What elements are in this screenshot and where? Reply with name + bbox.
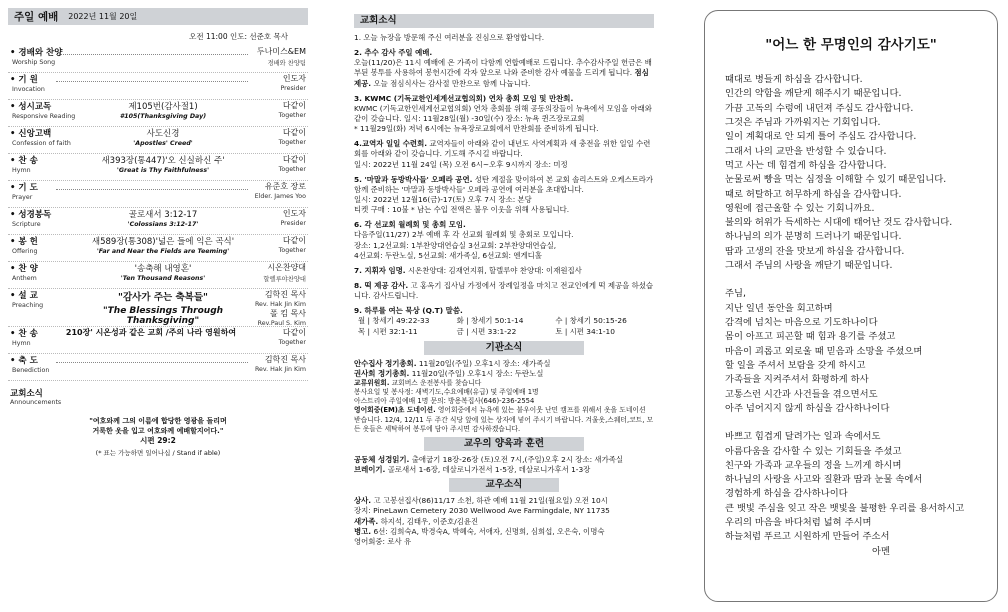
preacher-2-en: Rev.Paul S. Kim xyxy=(257,320,306,327)
qt-entry: 금 | 시편 33:1-22 xyxy=(456,326,517,336)
order-right xyxy=(263,262,306,283)
order-label: • 성경봉독 xyxy=(10,208,51,220)
order-label-en: Anthem xyxy=(12,275,37,282)
order-right-en: Presider xyxy=(280,220,306,227)
order-item xyxy=(8,235,308,262)
order-label: • 경배와 찬양 xyxy=(10,46,62,58)
care-text: 출애굽기 18장-26장 (토)오전 7시,(주일)오후 2시 장소: 새가족실 xyxy=(409,454,623,464)
prayer-line: 큰 뱃빛 주심을 잊고 작은 뱃빛을 불평한 우리를 용서하시고 xyxy=(725,502,965,514)
prayer-stanza-3 xyxy=(725,430,997,545)
order-center: 210장' 시온성과 같은 교회 /주의 나라 영원하여 xyxy=(65,328,237,337)
member-text: 영어회중: 로사 유 xyxy=(354,536,412,546)
order-label: • 축 도 xyxy=(10,354,38,366)
prayer-body xyxy=(705,73,997,559)
news-text: 오늘 점심식사는 감사절 만찬으로 함께 나눕니다. xyxy=(371,78,531,88)
news-text: 성탄 계절을 맞이하여 본 교회 솔리스트와 오케스트라가 함께 준비하는 '마말과 동방박사들' 오페라 공연에 여러분을 초대합니다. xyxy=(354,174,654,194)
order-label-en: Invocation xyxy=(12,86,45,93)
news-text: 교역자들이 아래와 같이 내년도 사역계획과 새 충전을 위한 일일 수련회를 아래와 같이 갖습니다. 기도해 주시길 바랍니다. xyxy=(354,139,651,159)
prayer-line: 우리의 마음을 바다처럼 넓혀 주시며 xyxy=(725,517,872,529)
order-right xyxy=(255,354,306,373)
order-label-en: Preaching xyxy=(12,302,44,309)
news-item-2 xyxy=(354,48,654,89)
order-right-ko: 인도자 xyxy=(282,74,306,83)
order-right xyxy=(255,181,306,200)
news-text: 고 홍옥기 집사님 가정에서 장례일정을 마치고 전교인에게 떡 제공을 하셨습니다. 감사드립니다. xyxy=(354,280,654,301)
prayer-amen: 아멘 xyxy=(872,545,890,557)
news-text: 시온찬양대: 김재연지휘, 할렐루야 찬양대: 이재원집사 xyxy=(405,265,582,275)
news-text: 장소: 1,2선교회: 1부찬양대연습실 3선교회: 2부찬양대연습실, xyxy=(354,240,557,250)
worship-date: 2022년 11월 20일 xyxy=(68,12,138,21)
order-item xyxy=(8,100,308,127)
order-label-en: Hymn xyxy=(12,167,31,174)
news-heading: 5. '마말과 동방박사들' 오페라 공연. xyxy=(354,174,473,184)
preacher-1-en: Rev. Hak Jin Kim xyxy=(254,301,306,308)
order-label-en: Benediction xyxy=(12,367,50,374)
prayer-line: 때대로 병들게 하심을 감사합니다. xyxy=(725,74,863,85)
prayer-title: "어느 한 무명인의 감사기도" xyxy=(765,37,937,53)
order-center-en: #105(Thanksgiving Day) xyxy=(119,113,207,120)
inst-text: 교회버스 운전봉사를 찾습니다 xyxy=(389,378,482,387)
order-right-en: 할렐루야찬양대 xyxy=(263,276,306,283)
news-heading: 4.교역자 일일 수련회. xyxy=(354,139,428,149)
inst-text: 영어회중에서 뉴욕에 있는 불우이웃 난민 캠프를 위해서 옷을 도네이션 받습니다. 12/4, 12/11 두 주간 식당 앞에 있는 상자에 넣어 주시기 바랍니다. 겨울옷,스웨터,코트, 모든 옷들은 세탁하여 봉투에 담아 주시면 감사하겠습니다. xyxy=(354,406,654,433)
prayer-line: 그래서 나의 교만을 반성할 수 있습니다. xyxy=(725,145,887,157)
order-label: • 설 교 xyxy=(10,289,38,301)
inst-item-1 xyxy=(354,359,654,369)
order-right xyxy=(257,46,306,67)
care-heading: 브레이기. xyxy=(354,465,386,475)
news-heading: 3. KWMC (기독교한인세계선교협의회) 연차 총회 모임 및 만찬회. xyxy=(354,93,574,103)
order-label: • 신앙고백 xyxy=(10,127,51,139)
member-heading: 병고. xyxy=(354,526,372,536)
prayer-line: 몸이 아프고 피곤할 때 힘과 용기를 주셨고 xyxy=(725,331,896,343)
order-item xyxy=(8,154,308,181)
order-center xyxy=(78,262,248,282)
service-info: 오전 11:00 인도: 선준호 목사 xyxy=(189,32,288,41)
verse-reference: 시편 29:2 xyxy=(140,436,176,446)
news-heading: 6. 각 선교회 월례회 및 총회 모임. xyxy=(354,220,466,230)
prayer-line: 친구와 가족과 교우들의 정을 느끼게 하시며 xyxy=(725,459,902,471)
order-center xyxy=(78,208,248,228)
order-center-ko: 새393장(통447)'오 신실하신 주' xyxy=(101,156,225,166)
news-column xyxy=(354,14,654,604)
order-center-en: 'Great is Thy Faithfulness' xyxy=(116,167,210,174)
member-item-1 xyxy=(354,496,654,506)
preacher-1: 김학진 목사 xyxy=(264,290,306,299)
worship-title: 주일 예배 xyxy=(14,11,59,23)
qt-entry: 토 | 시편 34:1-10 xyxy=(555,326,615,336)
order-label-en: Confession of faith xyxy=(12,140,71,147)
order-item xyxy=(8,262,308,289)
order-item-benediction xyxy=(8,354,308,381)
order-center-en: 'Far and Near the Fields are Teeming' xyxy=(96,248,230,255)
order-right-en: Together xyxy=(278,112,306,119)
order-center xyxy=(78,154,248,174)
news-bold: 점심제공. xyxy=(354,68,649,88)
order-item xyxy=(8,127,308,154)
order-right xyxy=(279,100,306,119)
verse-line-2: 거룩한 옷을 입고 여호와께 예배할지어다." xyxy=(92,427,224,436)
prayer-line: 경험하게 하심을 감사하나이다 xyxy=(725,488,848,500)
order-item-sermon xyxy=(8,289,308,327)
dotted-leader xyxy=(56,189,248,190)
prayer-line: 주님, xyxy=(725,288,746,300)
care-item-1 xyxy=(354,455,654,465)
news-text: 1. 오늘 뉴장을 방문해 주신 여러분을 진심으로 환영합니다. xyxy=(354,33,545,42)
order-label-en: Hymn xyxy=(12,340,31,347)
sermon-title xyxy=(78,289,248,326)
prayer-line: 마음이 괴롭고 외로울 때 믿음과 소망을 주셨으며 xyxy=(725,345,923,357)
prayer-line: 지난 일년 동안을 회고하며 xyxy=(725,302,833,314)
inst-text: 아스트리아 주일예배 1명 문의: 방용복집사(646)-236-2554 xyxy=(354,397,535,406)
prayer-line: 그것은 주님과 가까워지는 기회입니다. xyxy=(725,116,881,128)
inst-item-3 xyxy=(354,379,654,434)
inst-text: 봉사요일 및 봉사정: 새벽기도,수요예배(유급) 및 주일예배 1명 xyxy=(354,388,539,397)
inst-heading: 안수집사 정기총회. xyxy=(354,358,417,368)
order-right-en: Rev. Hak Jin Kim xyxy=(254,366,306,373)
order-right-en: Together xyxy=(278,339,306,346)
news-heading: 7. 지휘자 임명. xyxy=(354,265,406,275)
news-item-4 xyxy=(354,139,654,169)
order-right xyxy=(279,327,306,346)
order-item xyxy=(8,73,308,100)
order-right-en: Presider xyxy=(280,85,306,92)
prayer-line: 고통스런 시간과 사건들을 겪으면서도 xyxy=(725,388,878,400)
members-section-title: 교우소식 xyxy=(449,478,559,492)
news-item-9 xyxy=(354,306,654,336)
prayer-line: 눈물로써 빵을 먹는 심정을 이해할 수 있기 때문입니다. xyxy=(725,174,947,186)
order-right-ko: 다같이 xyxy=(282,128,306,137)
order-label-en: Responsive Reading xyxy=(12,113,76,120)
order-right-ko: 시온찬양대 xyxy=(267,263,306,272)
news-date: 일시: 2022년 11월 24일 (목) 오전 6시~오후 9시까지 장소: 미정 xyxy=(354,159,568,169)
member-text: 고 고봉선집사(86)11/17 소천, 하관 예배 11월 21일(월요일) 오전 10시 xyxy=(371,496,608,506)
member-heading: 새가족. xyxy=(354,516,379,526)
order-label: • 기 원 xyxy=(10,73,38,85)
news-text: 4선교회: 두란노실, 5선교회: 새가족실, 6선교회: 엔게디홀 xyxy=(354,250,542,260)
prayer-line: 아주 넘어지지 않게 하심을 감사하나이다 xyxy=(725,402,890,414)
care-section-title: 교우의 양육과 훈련 xyxy=(424,437,584,451)
order-label-en: Worship Song xyxy=(12,59,56,66)
announcements-item xyxy=(8,387,308,406)
order-right-en: Together xyxy=(278,247,306,254)
dotted-leader xyxy=(56,81,248,82)
qt-entry: 수 | 창세기 50:15-26 xyxy=(555,316,627,326)
news-note: * 11월29일(화) 저녁 6시에는 뉴욕장로교회에서 만찬회를 준비하게 됩니다. xyxy=(354,124,599,134)
news-item-7 xyxy=(354,266,654,276)
care-text: 골로새서 1-6장, 데살로니가전서 1-5장, 데살로니가후서 1-3장 xyxy=(385,465,591,475)
qt-entry: 목 | 시편 32:1-11 xyxy=(358,326,418,336)
prayer-line: 하나님의 의가 분명히 드러나기 때문입니다. xyxy=(725,231,902,243)
order-right-ko: 인도자 xyxy=(282,209,306,218)
prayer-line: 가끔 고독의 수렁에 내던져 주심도 감사합니다. xyxy=(725,102,914,114)
member-text: 장지: PineLawn Cemetery 2030 Wellwood Ave Farmingdale, NY 11735 xyxy=(354,506,610,516)
prayer-line: 하나님의 사랑을 사고와 질환과 땀과 눈물 속에서 xyxy=(725,474,923,486)
preacher-2: 폴 킴 목사 xyxy=(270,309,306,318)
member-text: 하지석, 김태우, 이준호/김윤진 xyxy=(378,516,479,526)
inst-heading: 영어회중(EM)초 도네이션. xyxy=(354,406,436,415)
order-label: • 찬 양 xyxy=(10,262,38,274)
order-right-en: 경배와 찬양팀 xyxy=(267,60,306,67)
prayer-box xyxy=(704,10,998,602)
news-item-6 xyxy=(354,220,654,261)
prayer-line: 하늘처럼 푸르고 시원하게 만들어 주소서 xyxy=(725,531,890,543)
news-heading: 2. 추수 감사 주일 예배. xyxy=(354,48,433,58)
order-center-ko: 사도신경 xyxy=(146,129,180,139)
order-right-ko: 다같이 xyxy=(282,101,306,110)
care-item-2 xyxy=(354,465,654,475)
order-item xyxy=(8,208,308,235)
order-right xyxy=(280,73,306,92)
order-right xyxy=(279,154,306,173)
prayer-line: 바쁘고 힘겹게 달려가는 일과 속에서도 xyxy=(725,431,881,443)
order-right-ko: 두나미스&EM xyxy=(256,47,306,56)
prayer-line: 할 일을 주셔서 보람을 갖게 하시고 xyxy=(725,359,866,371)
dotted-leader xyxy=(56,362,248,363)
order-right-ko: 다같이 xyxy=(282,328,306,337)
qt-entry: 화 | 창세기 50:1-14 xyxy=(456,316,524,326)
verse-line-1: "여호와께 그의 이름에 합당한 영광을 돌리며 xyxy=(89,417,227,425)
order-right-en: Together xyxy=(278,139,306,146)
order-right-ko: 다같이 xyxy=(282,236,306,245)
news-text: 오늘(11/20)은 11시 예배에 온 가족이 다함께 연합예배로 드립니다. 추수감사주일 헌금은 배부된 봉투를 사용하여 봉헌시간에 각자 앞으로 나와 준비한 감사 예물을 드리게 됩니다. xyxy=(354,58,652,78)
order-center-ko: '송축해 내영혼' xyxy=(134,264,192,274)
order-list xyxy=(8,46,308,289)
worship-order-column xyxy=(8,8,308,604)
prayer-line: 때로 허탈하고 허무하게 하심을 감사합니다. xyxy=(725,188,902,200)
prayer-line: 일이 계획대로 안 되게 틀어 주심도 감사합니다. xyxy=(725,131,917,143)
member-text: 6선: 김희숙A, 박경숙A, 박혜숙, 서애자, 신명희, 심희섭, 오은숙, 이명숙 xyxy=(371,526,605,536)
news-item-8 xyxy=(354,281,654,301)
order-center-ko: 제105번(감사절1) xyxy=(128,102,198,112)
prayer-stanza-2 xyxy=(725,287,997,416)
prayer-line: 가족들을 지켜주셔서 화평하게 하사 xyxy=(725,374,869,386)
news-ticket: 티켓 구매 : 10불 * 남는 수입 전액은 불우 이웃을 위해 사용됩니다. xyxy=(354,205,570,215)
order-center xyxy=(78,235,248,255)
order-item xyxy=(8,46,308,73)
news-section-title: 교회소식 xyxy=(354,14,654,28)
prayer-line: 먹고 사는 데 힘겹게 하심을 감사합니다. xyxy=(725,159,887,171)
order-label-en: Offering xyxy=(12,248,38,255)
prayer-line: 인간의 약함을 깨닫게 해주시기 때문입니다. xyxy=(725,88,902,100)
prayer-line: 땀과 고생의 잔을 맛보게 하심을 감사합니다. xyxy=(725,245,905,257)
order-label-en: Prayer xyxy=(12,194,33,201)
prayer-line: 그래서 주님의 사랑을 깨닫기 때문입니다. xyxy=(725,260,893,272)
stand-note: (* 표는 가능하면 일어나십 / Stand if able) xyxy=(95,449,221,458)
news-item-1 xyxy=(354,33,654,43)
inst-text: 11월20일(주일) 오후1시 장소: 두란노실 xyxy=(409,368,544,378)
prayer-line: 아름다움을 감사할 수 있는 기회들을 주셨고 xyxy=(725,445,902,457)
order-label: • 성시교독 xyxy=(10,100,51,112)
dotted-leader xyxy=(56,54,248,55)
sermon-title-en: "The Blessings Through Thanksgiving" xyxy=(102,306,224,326)
member-heading: 상사. xyxy=(354,496,372,506)
prayer-line: 불의와 허위가 득세하는 시대에 태어난 것도 감사합니다. xyxy=(725,217,953,229)
member-item-3 xyxy=(354,527,654,537)
qt-entry: 월 | 창세기 49:22-33 xyxy=(358,316,430,326)
order-center-en: 'Apostles' Creed' xyxy=(133,140,193,147)
order-label: • 기 도 xyxy=(10,181,38,193)
institution-section-title: 기관소식 xyxy=(424,341,584,355)
care-heading: 공동체 성경읽기. xyxy=(354,454,410,464)
order-center xyxy=(78,127,248,147)
order-label: • 찬 송 xyxy=(10,327,38,339)
order-right-ko: 다같이 xyxy=(282,155,306,164)
order-right-ko: 유준호 장로 xyxy=(264,182,306,191)
order-center-ko: 새589장(통308)'넓은 들에 익은 곡식' xyxy=(91,237,235,247)
qt-grid xyxy=(354,316,654,336)
announcements-label: 교회소식 xyxy=(10,389,43,399)
order-right-en: Elder. James Yoo xyxy=(254,193,306,200)
order-right xyxy=(280,208,306,227)
order-right xyxy=(279,127,306,146)
order-center-en: 'Ten Thousand Reasons' xyxy=(120,275,206,282)
inst-heading: 교류위원회. xyxy=(354,378,390,387)
news-item-5 xyxy=(354,175,654,216)
news-text: KWMC (기독교한인세계선교협의회) 연차 총회를 위해 공동의장들이 뉴욕에서 모임을 아래와 같이 갖습니다. 일시: 11월28일(월) -30일(수) 장소: 뉴욕 퀸즈장로교회 xyxy=(354,103,652,123)
news-heading: 8. 떡 제공 감사. xyxy=(354,280,409,290)
prayer-line: 감격에 넘치는 마음으로 기도하나이다 xyxy=(725,317,878,328)
news-text: 다음주일(11/27) 2부 예배 후 각 선교회 월례회 및 총회로 모입니다. xyxy=(354,230,574,240)
inst-text: 11월20일(주일) 오후1시 장소: 새가족실 xyxy=(416,358,551,368)
news-heading: 9. 하루를 여는 묵상 (Q.T) 말씀. xyxy=(354,306,463,316)
order-center xyxy=(78,100,248,120)
order-center-ko: 골로새서 3:12-17 xyxy=(128,210,198,220)
order-label: • 봉 헌 xyxy=(10,235,38,247)
order-label-en: Scripture xyxy=(12,221,41,228)
sermon-title-ko: "감사가 주는 축복들" xyxy=(118,292,208,303)
inst-item-2 xyxy=(354,369,654,379)
order-right-en: Together xyxy=(278,166,306,173)
order-center-en: 'Colossians 3:12-17' xyxy=(127,221,199,228)
order-right xyxy=(279,235,306,254)
order-item xyxy=(8,181,308,208)
member-item-2 xyxy=(354,517,654,527)
order-label: • 찬 송 xyxy=(10,154,38,166)
announcements-label-en: Announcements xyxy=(10,399,62,406)
sermon-preachers xyxy=(255,289,306,327)
news-item-3 xyxy=(354,94,654,135)
prayer-line: 영원에 접근올할 수 있는 기회니까요. xyxy=(725,202,875,214)
order-item-hymn2 xyxy=(8,327,308,354)
order-right-ko: 김학진 목사 xyxy=(264,355,306,364)
inst-heading: 권사회 정기총회. xyxy=(354,368,410,378)
prayer-stanza-1 xyxy=(725,73,997,273)
worship-header xyxy=(8,8,308,25)
bible-verse xyxy=(8,416,308,459)
news-date: 일시: 2022년 12월16(금)-17(토) 오후 7시 장소: 본당 xyxy=(354,194,532,204)
